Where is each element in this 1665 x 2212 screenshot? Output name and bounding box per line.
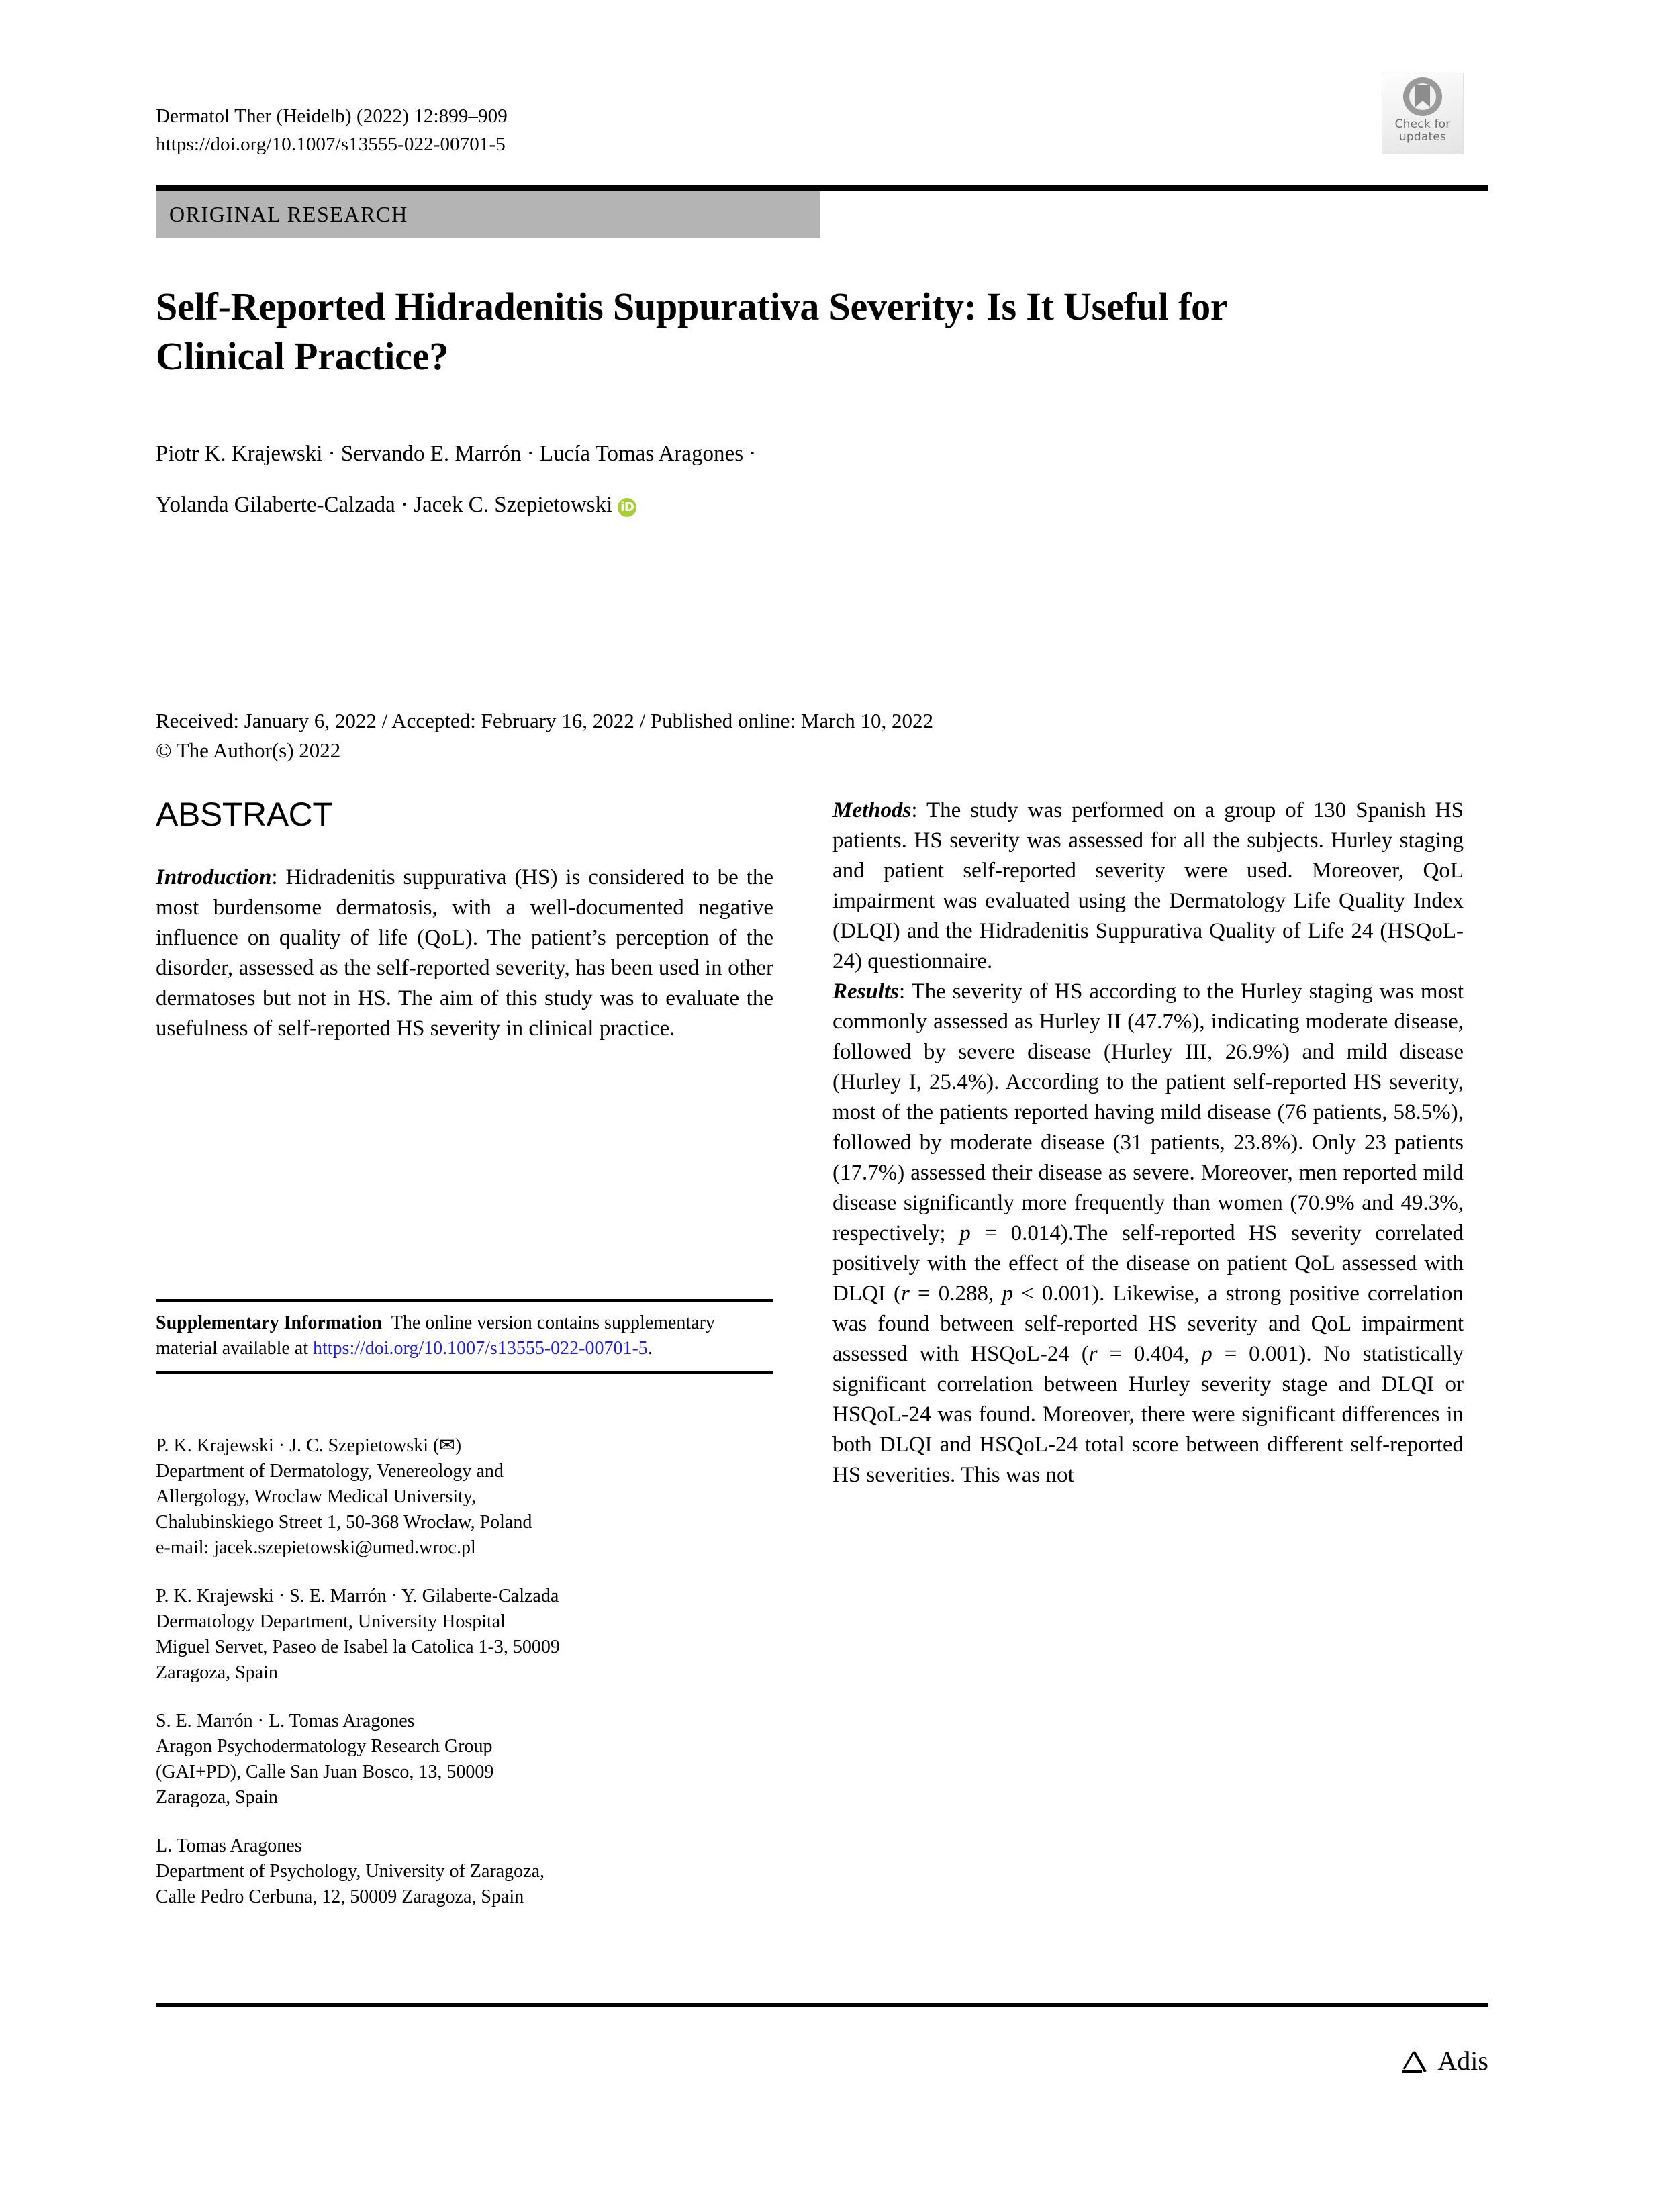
affiliation-names: S. E. Marrón · L. Tomas Aragones: [156, 1711, 415, 1731]
author-line-2-names: Yolanda Gilaberte-Calzada · Jacek C. Szepietowski: [156, 493, 613, 517]
results-stat1-rest: = 0.014).The self-reported HS severity correlated positively with the effect of the disease on patient QoL assessed with DLQI (: [832, 1221, 1464, 1306]
affiliation-line: Department of Psychology, University of Zaragoza,: [156, 1861, 545, 1882]
results-text: : The severity of HS according to the Hurley staging was most commonly assessed as Hurley II (47.7%), indicating moderate disease, followed by severe disease (Hurley III, 26.9%) and mild disease (Hurley I, 25.4%). According to the patient self-reported HS severity, most of the patients reported having mild disease (76 patients, 58.5%), followed by moderate disease (31 patients, 23.8%). Only 23 patients (17.7%) assessed their disease as severe. Moreover, men reported mild disease significantly more frequently than women (70.9% and 49.3%, respectively;: [832, 979, 1464, 1245]
affiliation-item: [156, 1433, 773, 1561]
affiliation-line: Chalubinskiego Street 1, 50-368 Wrocław, Poland: [156, 1512, 532, 1533]
affiliation-line: Department of Dermatology, Venereology and: [156, 1461, 504, 1482]
affiliation-item: [156, 1833, 773, 1910]
crossmark-label-line1: Check for: [1394, 117, 1451, 131]
introduction-label: Introduction: [156, 865, 272, 889]
supplementary-body: The online version contains supplementary material available at: [156, 1312, 715, 1359]
author-line-1: Piotr K. Krajewski · Servando E. Marrón · Lucía Tomas Aragones ·: [156, 442, 757, 466]
supplementary-top-rule: [156, 1299, 773, 1302]
introduction-text: : Hidradenitis suppurativa (HS) is considered to be the most burdensome dermatosis, with a well-documented negative influence on quality of life (QoL). The patient’s perception of the disorder, assessed as the self-reported severity, has been used in other dermatoses but not in HS. The aim of this study was to evaluate the usefulness of self-reported HS severity in clinical practice.: [156, 865, 773, 1041]
methods-text: : The study was performed on a group of 130 Spanish HS patients. HS severity was assessed for all the subjects. Hurley staging and patient self-reported severity were used. Moreover, QoL impairment was evaluated using the Dermatology Life Quality Index (DLQI) and the Hidradenitis Suppurativa Quality of Life 24 (HSQoL-24) questionnaire.: [832, 798, 1464, 973]
author-list: [156, 428, 1431, 530]
abstract-heading: ABSTRACT: [156, 796, 333, 833]
author-line-2: [156, 479, 1431, 530]
supplementary-text: [156, 1310, 773, 1361]
results-label: Results: [832, 979, 900, 1004]
section-banner: [156, 191, 820, 238]
bookmark-in-circle-icon: [1403, 77, 1442, 116]
results-p-symbol-3: p: [1201, 1342, 1212, 1366]
publisher-logo: [1400, 2048, 1488, 2074]
supplementary-information-block: [156, 1299, 773, 1374]
affiliation-line: Zaragoza, Spain: [156, 1787, 278, 1808]
affiliation-item: [156, 1709, 773, 1811]
results-stat2-mid: = 0.288,: [909, 1282, 1002, 1306]
results-r-symbol-2: r: [900, 1282, 910, 1306]
results-r-symbol-3: r: [1088, 1342, 1098, 1366]
abstract-results-paragraph: [832, 977, 1464, 1490]
affiliation-line: Aragon Psychodermatology Research Group: [156, 1736, 493, 1757]
running-head: [156, 102, 508, 158]
supplementary-bottom-rule: [156, 1371, 773, 1374]
page-title: Self-Reported Hidradenitis Suppurativa Severity: Is It Useful for Clinical Practice?: [156, 285, 1227, 378]
abstract-introduction-paragraph: [156, 863, 773, 1044]
check-for-updates-badge[interactable]: [1382, 73, 1464, 154]
publication-dates: [156, 706, 933, 765]
top-rule-divider: [156, 185, 1488, 191]
affiliation-names: L. Tomas Aragones: [156, 1835, 302, 1856]
doi-line: https://doi.org/10.1007/s13555-022-00701-5: [156, 134, 506, 155]
results-stat3-mid: = 0.404,: [1097, 1342, 1202, 1366]
dates-line: Received: January 6, 2022 / Accepted: February 16, 2022 / Published online: March 10, 2022: [156, 709, 933, 732]
adis-triangle-logo-icon: [1400, 2049, 1428, 2074]
affiliation-line: Allergology, Wroclaw Medical University,: [156, 1486, 477, 1507]
methods-label: Methods: [832, 798, 912, 822]
affiliation-item: [156, 1584, 773, 1686]
results-p-symbol-2: p: [1002, 1282, 1013, 1306]
abstract-methods-paragraph: [832, 796, 1464, 977]
publisher-name: Adis: [1437, 2046, 1488, 2076]
results-stat3-rest: = 0.001). No statistically significant correlation between Hurley severity stage and DLQI or HSQoL-24 was found. Moreover, there were significant differences in both DLQI and HSQoL-24 total score between different self-reported HS severities. This was not: [832, 1342, 1464, 1487]
supplementary-label: Supplementary Information: [156, 1312, 382, 1333]
affiliation-line: Calle Pedro Cerbuna, 12, 50009 Zaragoza, Spain: [156, 1886, 524, 1907]
supplementary-period: .: [647, 1338, 653, 1359]
crossmark-label-line2: updates: [1398, 130, 1447, 144]
affiliation-line: (GAI+PD), Calle San Juan Bosco, 13, 50009: [156, 1762, 494, 1782]
affiliation-line: Zaragoza, Spain: [156, 1662, 278, 1683]
orcid-icon[interactable]: iD: [618, 498, 636, 517]
affiliation-email[interactable]: e-mail: jacek.szepietowski@umed.wroc.pl: [156, 1537, 476, 1558]
abstract-left-column: [156, 796, 773, 1044]
affiliation-names: P. K. Krajewski · S. E. Marrón · Y. Gilaberte-Calzada: [156, 1586, 559, 1606]
affiliation-line: Dermatology Department, University Hospital: [156, 1611, 506, 1632]
abstract-right-column: [832, 796, 1464, 1490]
results-stat2-rest: < 0.001). Likewise, a strong positive correlation was found between self-reported HS severity and QoL impairment assessed with HSQoL-24 (: [832, 1282, 1464, 1366]
affiliations-block: [156, 1433, 773, 1933]
affiliation-line: Miguel Servet, Paseo de Isabel la Catolica 1-3, 50009: [156, 1637, 560, 1657]
results-p-symbol-1: p: [959, 1221, 971, 1245]
supplementary-doi-link[interactable]: https://doi.org/10.1007/s13555-022-00701-5: [312, 1338, 648, 1359]
section-banner-label: ORIGINAL RESEARCH: [169, 202, 408, 226]
journal-citation-line: Dermatol Ther (Heidelb) (2022) 12:899–909: [156, 105, 508, 127]
copyright-line: © The Author(s) 2022: [156, 738, 341, 762]
bottom-rule-divider: [156, 2003, 1488, 2007]
affiliation-names: P. K. Krajewski · J. C. Szepietowski (✉): [156, 1435, 462, 1456]
